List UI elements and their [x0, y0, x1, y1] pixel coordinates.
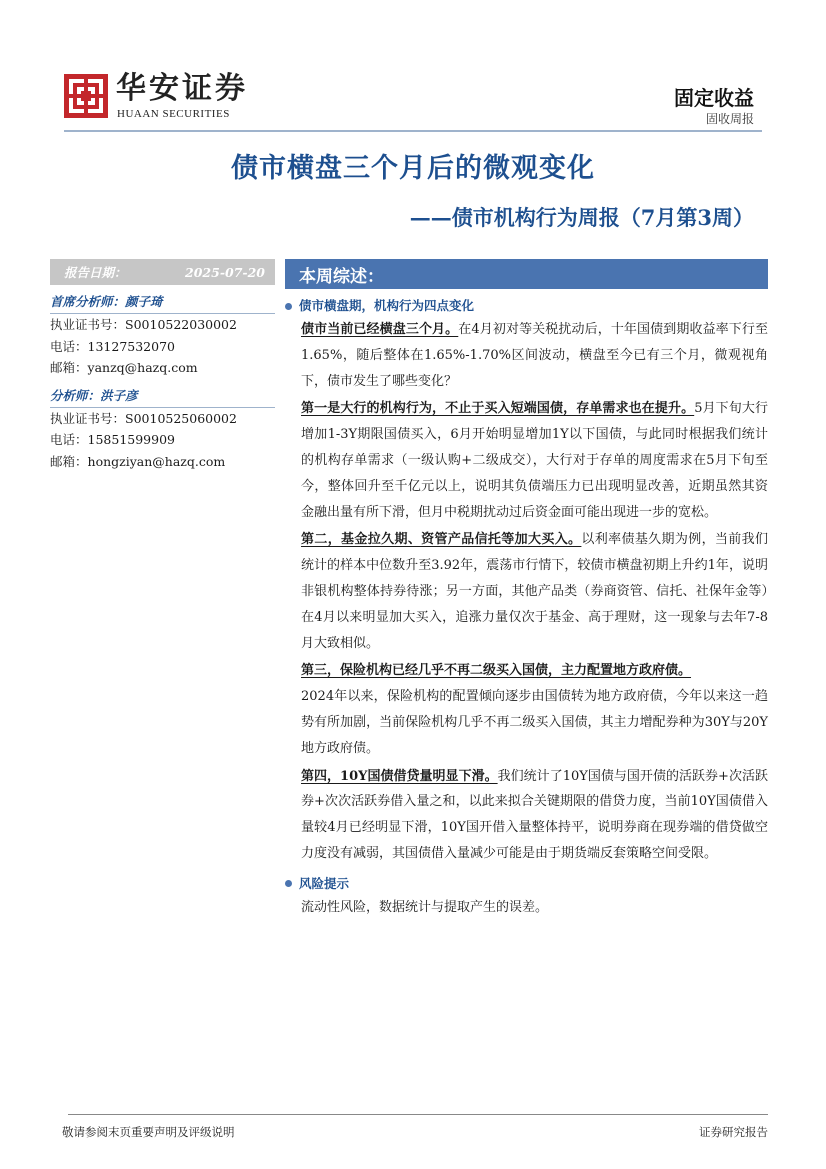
cert-label: 执业证书号：	[50, 410, 126, 426]
huaan-logo-icon	[64, 74, 108, 118]
analyst-name: 分析师：洪子彦	[50, 387, 138, 403]
phone-number: 15851599909	[87, 432, 175, 447]
report-date-label: 报告日期：	[64, 265, 127, 280]
company-logo	[64, 72, 264, 124]
summary-paragraph	[301, 317, 768, 394]
report-date-bar	[50, 259, 275, 285]
analyst-phone-row	[50, 336, 275, 358]
footer-report-type: 证券研究报告	[699, 1125, 768, 1139]
summary-paragraph	[301, 527, 768, 656]
analyst-sidebar	[50, 259, 275, 472]
analyst-cert-row	[50, 314, 275, 336]
paragraph-lead: 第二，基金拉久期、资管产品信托等加大买入。	[301, 532, 582, 548]
logo-chinese-name: 华安证券	[116, 71, 248, 106]
phone-number: 13127532070	[87, 338, 175, 354]
report-subtitle: ——债市机构行为周报（7月第3周）	[409, 205, 754, 230]
report-title: 债市横盘三个月后的微观变化	[231, 153, 595, 184]
analyst-cert-row	[50, 408, 275, 430]
report-category: 固定收益	[674, 86, 754, 110]
paragraph-text: 在4月初对等关税扰动后，十年国债到期收益率下行至1.65%，随后整体在1.65%-1.70%区间波动，横盘至今已有三个月，微观视角下，债市发生了哪些变化？	[301, 322, 768, 389]
footer-divider	[68, 1114, 768, 1115]
report-date-value: 2025-07-20	[185, 264, 265, 280]
analyst-email-row	[50, 451, 275, 473]
report-subcategory: 固收周报	[705, 112, 754, 126]
bullet-dot-icon	[285, 303, 292, 310]
section-heading: 本周综述：	[285, 259, 768, 289]
paragraph-text: 我们统计了10Y国债与国开债的活跃券+次活跃券+次次活跃券借入量之和，以此来拟合关键期限的借贷力度，当前10Y国债借入量较4月已经明显下滑，10Y国开借入量整体持平，说明券商在现券端的借贷做空力度没有减弱，其国债借入量减少可能是由于期货端反套策略空间受限。	[301, 768, 768, 861]
risk-text: 流动性风险，数据统计与提取产生的误差。	[301, 899, 549, 915]
footer-disclaimer: 敬请参阅末页重要声明及评级说明	[62, 1125, 235, 1139]
logo-english-name: HUAAN SECURITIES	[117, 108, 230, 120]
summary-paragraph	[301, 764, 768, 867]
email-label: 邮箱：	[50, 360, 88, 375]
chief-analyst-name: 首席分析师：颜子琦	[50, 294, 163, 309]
cert-number: S0010522030002	[125, 317, 237, 332]
risk-heading	[285, 875, 768, 893]
weekly-summary	[285, 259, 768, 921]
paragraph-text: 2024年以来，保险机构的配置倾向逐步由国债转为地方政府债，今年以来这一趋势有所加剧，当前保险机构几乎不再二级买入国债，其主力增配券种为30Y与20Y地方政府债。	[301, 689, 768, 756]
bullet-dot-icon	[285, 880, 292, 887]
bullet-heading	[285, 297, 768, 315]
paragraph-lead: 第一是大行的机构行为，不止于买入短端国债，存单需求也在提升。	[301, 401, 695, 417]
bullet-title: 债市横盘期，机构行为四点变化	[299, 298, 475, 313]
email-address[interactable]: hongziyan@hazq.com	[87, 453, 226, 469]
paragraph-lead: 第三，保险机构已经几乎不再二级买入国债，主力配置地方政府债。	[301, 663, 692, 679]
analyst-email-row	[50, 357, 275, 379]
header-divider	[64, 130, 762, 132]
email-address[interactable]: yanzq@hazq.com	[87, 360, 198, 375]
risk-title: 风险提示	[299, 875, 350, 891]
cert-number: S0010525060002	[125, 410, 237, 426]
phone-label: 电话：	[50, 432, 88, 447]
paragraph-lead: 债市当前已经横盘三个月。	[301, 322, 459, 337]
cert-label: 执业证书号：	[50, 317, 126, 332]
email-label: 邮箱：	[50, 453, 88, 469]
summary-paragraph	[301, 396, 768, 525]
summary-paragraph	[301, 658, 768, 761]
paragraph-text: 5月下旬大行增加1-3Y期限国债买入，6月开始明显增加1Y以下国债，与此同时根据我们统计的机构存单需求（一级认购+二级成交），大行对于存单的周度需求在5月下旬至今，整体回升至千亿元以上，说明其负债端压力已出现明显改善，近期虽然其资金融出量有所下滑，但月中税期扰动过后资金面可能出现进一步的宽松。	[301, 401, 768, 520]
paragraph-lead: 第四，10Y国债借贷量明显下滑。	[301, 768, 498, 784]
phone-label: 电话：	[50, 338, 88, 354]
paragraph-text: 以利率债基久期为例，当前我们统计的样本中位数升至3.92年，震荡市行情下，较债市横盘初期上升约1年，说明非银机构整体持券待涨；另一方面，其他产品类（券商资管、信托、社保年金等）在4月以来明显加大买入，追涨力量仅次于基金、高于理财，这一现象与去年7-8月大致相似。	[301, 532, 768, 651]
analyst-phone-row	[50, 429, 275, 451]
